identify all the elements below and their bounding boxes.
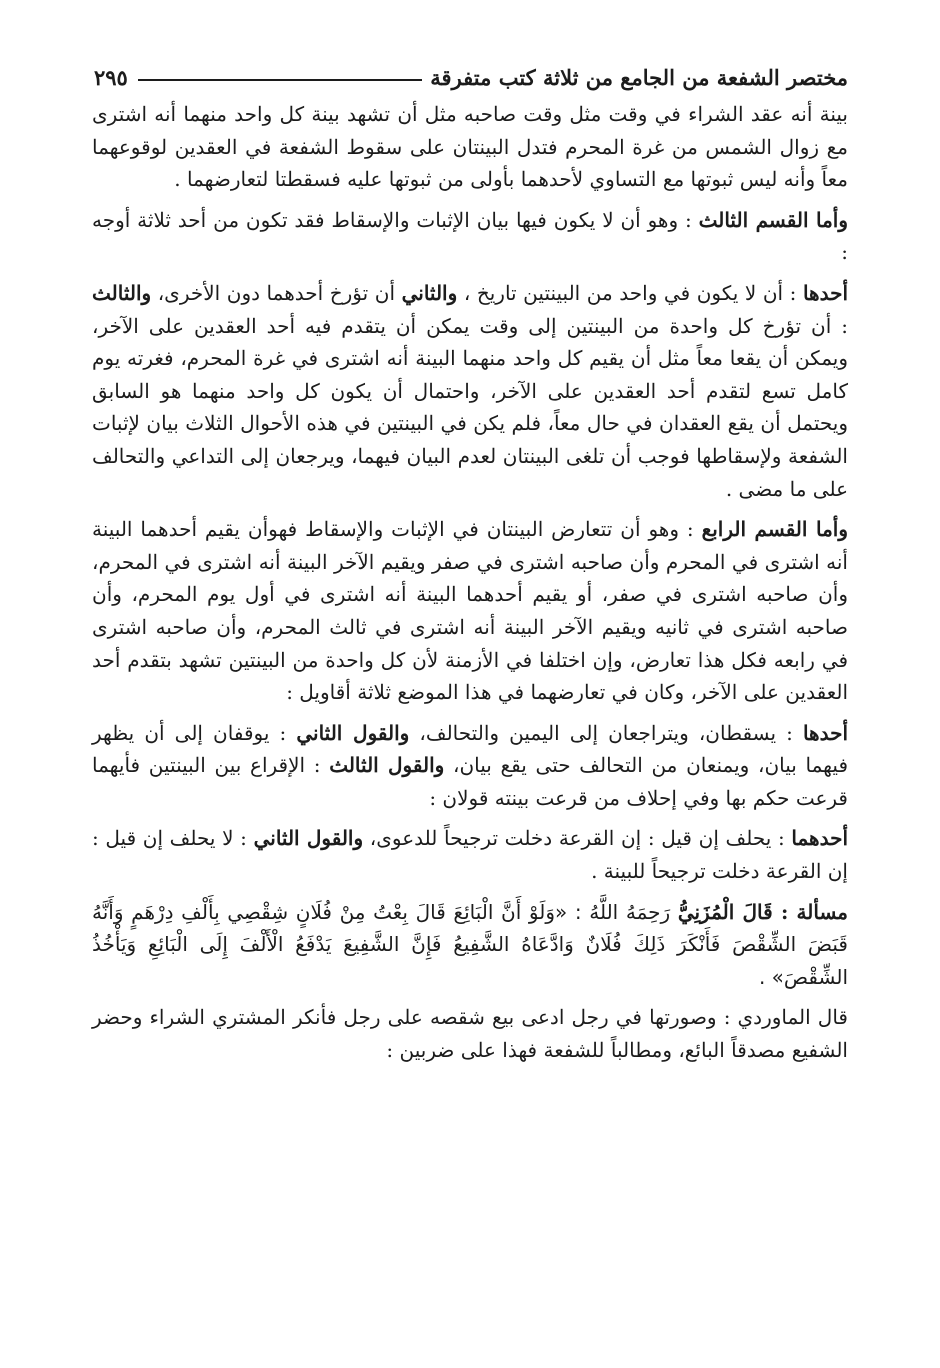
paragraph-fourth-division	[92, 513, 848, 709]
paragraph-three-opinions	[92, 717, 848, 815]
lead-term: والقول الثالث	[329, 753, 445, 778]
lead-term: والقول الثاني	[296, 720, 410, 745]
paragraph-text: : يوقفان إلى أن يظهر فيهما بيان، ويمنعان من التحالف حتى يقع بيان،	[92, 720, 848, 778]
paragraph-text: بينة أنه عقد الشراء في وقت مثل وقت صاحبه مثل أن تشهد بينة كل واحد منهما أنه اشترى مع زوال الشمس من غرة المحرم فتدل البينتان على سقوط الشفعة في العقدين لوقوعهما معاً وأنه ليس ثبوتها مع التساوي لأحدهما بأولى من ثبوتها عليه فسقطتا لتعارضهما .	[92, 102, 848, 192]
paragraph-text: : أن تؤرخ كل واحدة من البينتين إلى وقت يمكن أن يتقدم فيه أحد العقدين على الآخر، ويمكن أن يقعا معاً مثل أن يقيم كل واحد منهما البينة أنه اشترى في غرة المحرم، فغرته يوم كامل تسع لتقدم أحد العقدين على الآخر، واحتمال أن يكون كل واحد منهما هو السابق ويحتمل أن يقع العقدان في حال معاً، فلم يكن في البينتين في هذه الأحوال الثلاث بيان لإثبات الشفعة ولإسقاطها فوجب أن تلغى البينتان لعدم البيان فيهما، ويرجعان إلى التداعي والتحالف على ما مضى .	[92, 313, 848, 501]
masala-heading: مسألة : قَالَ الْمُزَنِيُّ	[677, 899, 849, 924]
paragraph-third-division	[92, 204, 848, 269]
lead-term: أحدها	[802, 280, 849, 305]
quoted-text: رَحِمَهُ اللَّهُ : «وَلَوْ أَنَّ الْبَائِعَ قَالَ بِعْتُ مِنْ فُلَانٍ شِقْصِي بِأَلْفِ دِرْهَمٍ وَأَنَّهُ قَبَضَ الشِّقْصَ فَأَنْكَرَ ذَلِكَ فُلَانٌ وَادَّعَاهُ الشَّفِيعُ فَإِنَّ الشَّفِيعَ يَدْفَعُ الْأَلْفَ إِلَى الْبَائِعِ وَيَأْخُذُ الشِّقْصَ» .	[92, 899, 848, 989]
book-page	[92, 48, 848, 1075]
paragraph-text: : يسقطان، ويتراجعان إلى اليمين والتحالف،	[409, 720, 793, 745]
paragraph-text: أن تؤرخ أحدهما دون الأخرى،	[151, 280, 396, 305]
paragraph-text: : يحلف إن قيل : إن القرعة دخلت ترجيحاً للدعوى،	[363, 826, 785, 851]
lead-term: والثاني	[401, 280, 458, 305]
paragraph-text: : وهو أن تتعارض البينتان في الإثبات والإسقاط فهوأن يقيم أحدهما البينة أنه اشترى في المحرم وأن صاحبه اشترى في صفر ويقيم الآخر البينة أنه اشترى في المحرم، وأن صاحبه اشترى في صفر، أو يقيم أحدهما البينة أنه اشترى في أول يوم المحرم، وأن صاحبه اشترى في ثانيه ويقيم الآخر البينة أنه اشترى في ثالث المحرم، وأن صاحبه اشترى في رابعه فكل هذا تعارض، وإن اختلفا في الأزمنة لأن كل واحدة من البينتين تشهد بتقدم أحد العقدين على الآخر، وكان في تعارضهما في هذا الموضع ثلاثة أقاويل :	[92, 517, 848, 705]
lead-term: أحدها	[802, 720, 849, 745]
paragraph-continuation	[92, 98, 848, 196]
page-number: ٢٩٥	[94, 65, 128, 90]
lead-term: والقول الثاني	[253, 826, 364, 851]
running-title: مختصر الشفعة من الجامع من ثلاثة كتب متفرقة	[430, 65, 848, 90]
paragraph-mawardi	[92, 1001, 848, 1066]
paragraph-text: : لا يحلف إن قيل : إن القرعة دخلت ترجيحاً للبينة .	[92, 826, 848, 884]
paragraph-masala	[92, 896, 848, 994]
paragraph-three-aspects	[92, 277, 848, 505]
section-heading: وأما القسم الرابع	[701, 517, 848, 542]
paragraph-text: : وهو أن لا يكون فيها بيان الإثبات والإسقاط فقد تكون من أحد ثلاثة أوجه :	[92, 207, 848, 265]
paragraph-two-views	[92, 822, 848, 887]
lead-term: أحدهما	[791, 826, 848, 851]
paragraph-text: : الإقراع بين البينتين فأيهما قرعت حكم بها وفي إحلاف من قرعت بينته قولان :	[92, 753, 848, 810]
header-rule	[138, 79, 422, 81]
paragraph-text: قال الماوردي : وصورتها في رجل ادعى بيع شقصه على رجل فأنكر المشتري الشراء وحضر الشفيع مصدقاً البائع، ومطالباً للشفعة فهذا على ضربين :	[92, 1005, 848, 1063]
paragraph-text: : أن لا يكون في واحد من البينتين تاريخ ،	[457, 280, 797, 305]
running-header	[92, 48, 848, 88]
lead-term: والثالث	[92, 280, 152, 305]
body-text	[92, 98, 848, 1067]
section-heading: وأما القسم الثالث	[698, 207, 848, 232]
